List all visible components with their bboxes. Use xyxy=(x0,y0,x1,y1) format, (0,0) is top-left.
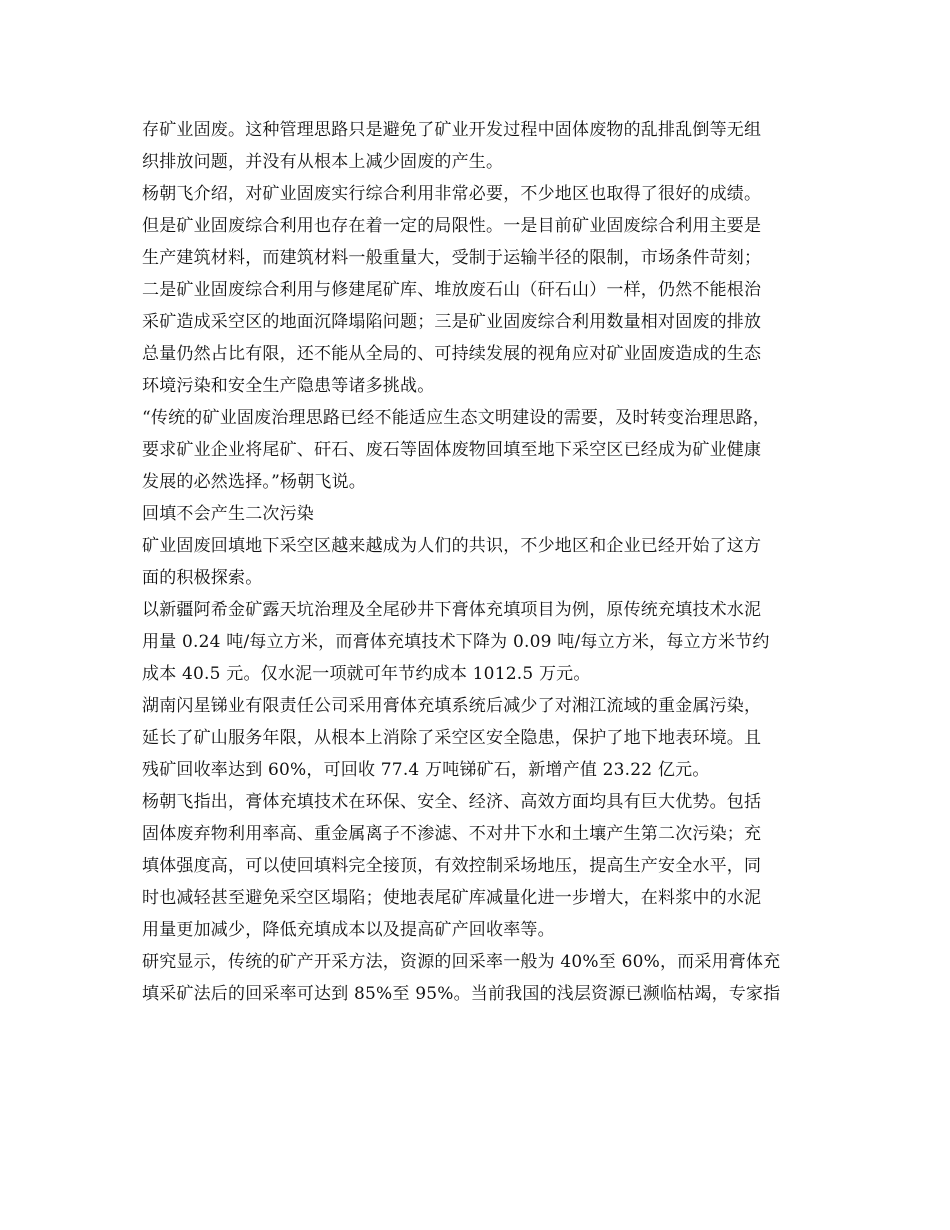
text-line: 存矿业固废。这种管理思路只是避免了矿业开发过程中固体废物的乱排乱倒等无组 xyxy=(142,120,762,140)
text-line: 填采矿法后的回采率可达到 85%至 95%。当前我国的浅层资源已濒临枯竭，专家指 xyxy=(142,984,781,1004)
text-line: 时也减轻甚至避免采空区塌陷；使地表尾矿库减量化进一步增大，在料浆中的水泥 xyxy=(142,888,762,908)
text-line: 总量仍然占比有限，还不能从全局的、可持续发展的视角应对矿业固废造成的生态 xyxy=(142,344,762,364)
text-line: 成本 40.5 元。仅水泥一项就可年节约成本 1012.5 万元。 xyxy=(142,664,591,684)
text-line: 织排放问题，并没有从根本上减少固废的产生。 xyxy=(142,152,504,172)
text-line: 生产建筑材料，而建筑材料一般重量大，受制于运输半径的限制，市场条件苛刻； xyxy=(142,248,762,268)
section-heading: 回填不会产生二次污染 xyxy=(142,504,314,524)
text-line: 用量 0.24 吨/每立方米，而膏体充填技术下降为 0.09 吨/每立方米，每立方米节约 xyxy=(142,632,770,652)
text-line: 面的积极探索。 xyxy=(142,568,263,588)
text-line: 矿业固废回填地下采空区越来越成为人们的共识，不少地区和企业已经开始了这方 xyxy=(142,536,762,556)
document-body xyxy=(142,114,822,1010)
text-line: 湖南闪星锑业有限责任公司采用膏体充填系统后减少了对湘江流域的重金属污染， xyxy=(142,696,762,716)
text-line: 杨朝飞介绍，对矿业固废实行综合利用非常必要，不少地区也取得了很好的成绩。 xyxy=(142,184,762,204)
text-line: 研究显示，传统的矿产开采方法，资源的回采率一般为 40%至 60%，而采用膏体充 xyxy=(142,952,781,972)
text-line: “传统的矿业固废治理思路已经不能适应生态文明建设的需要，及时转变治理思路， xyxy=(142,408,771,428)
text-line: 杨朝飞指出，膏体充填技术在环保、安全、经济、高效方面均具有巨大优势。包括 xyxy=(142,792,762,812)
text-line: 以新疆阿希金矿露天坑治理及全尾砂井下膏体充填项目为例，原传统充填技术水泥 xyxy=(142,600,762,620)
text-line: 环境污染和安全生产隐患等诸多挑战。 xyxy=(142,376,435,396)
text-line: 固体废弃物利用率高、重金属离子不渗滤、不对井下水和土壤产生第二次污染；充 xyxy=(142,824,762,844)
text-line: 发展的必然选择。”杨朝飞说。 xyxy=(142,472,366,492)
text-line: 填体强度高，可以使回填料完全接顶，有效控制采场地压，提高生产安全水平，同 xyxy=(142,856,762,876)
text-line: 残矿回收率达到 60%，可回收 77.4 万吨锑矿石，新增产值 23.22 亿元。 xyxy=(142,760,710,780)
text-line: 但是矿业固废综合利用也存在着一定的局限性。一是目前矿业固废综合利用主要是 xyxy=(142,216,762,236)
text-line: 要求矿业企业将尾矿、矸石、废石等固体废物回填至地下采空区已经成为矿业健康 xyxy=(142,440,762,460)
text-line: 延长了矿山服务年限，从根本上消除了采空区安全隐患，保护了地下地表环境。且 xyxy=(142,728,762,748)
text-line: 采矿造成采空区的地面沉降塌陷问题；三是矿业固废综合利用数量相对固废的排放 xyxy=(142,312,762,332)
text-line: 用量更加减少，降低充填成本以及提高矿产回收率等。 xyxy=(142,920,555,940)
text-line: 二是矿业固废综合利用与修建尾矿库、堆放废石山（矸石山）一样，仍然不能根治 xyxy=(142,280,762,300)
